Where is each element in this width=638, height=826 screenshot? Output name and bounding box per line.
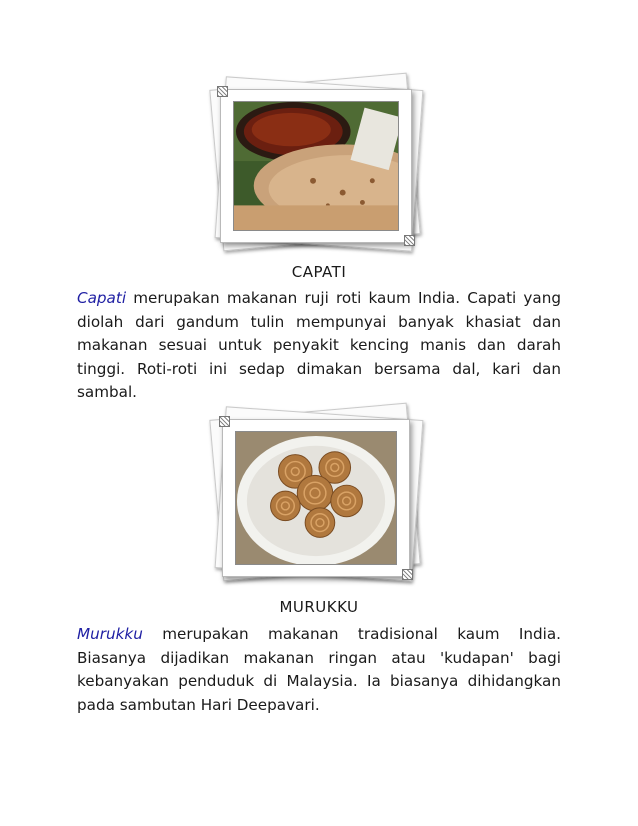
frame-corner-icon xyxy=(219,416,230,427)
murukku-caption: MURUKKU xyxy=(279,598,359,616)
capati-photo-frame xyxy=(220,89,412,243)
capati-body-text: merupakan makanan ruji roti kaum India. Capati yang diolah dari gandum tulin mempunyai banyak khasiat dan makanan sesuai untuk penyakit kencing manis dan darah tinggi. Roti-roti ini sedap dimakan bersama dal, kari dan sambal. xyxy=(77,289,561,401)
murukku-lead-word: Murukku xyxy=(77,625,143,643)
capati-photo-stack xyxy=(210,75,422,253)
capati-photo xyxy=(233,101,399,231)
frame-corner-icon xyxy=(404,235,415,246)
murukku-body-text: merupakan makanan tradisional kaum India. Biasanya dijadikan makanan ringan atau 'kudapan' bagi kebanyakan penduduk di Malaysia. Ia biasanya dihidangkan pada sambutan Hari Deepavari. xyxy=(77,625,561,714)
frame-corner-icon xyxy=(402,569,413,580)
frame-corner-icon xyxy=(217,86,228,97)
murukku-photo-frame xyxy=(222,419,410,577)
capati-lead-word: Capati xyxy=(77,289,127,307)
capati-paragraph xyxy=(77,287,561,405)
capati-caption: CAPATI xyxy=(291,263,347,281)
murukku-photo xyxy=(235,431,397,565)
murukku-photo-stack xyxy=(210,407,422,585)
murukku-paragraph xyxy=(77,623,561,717)
